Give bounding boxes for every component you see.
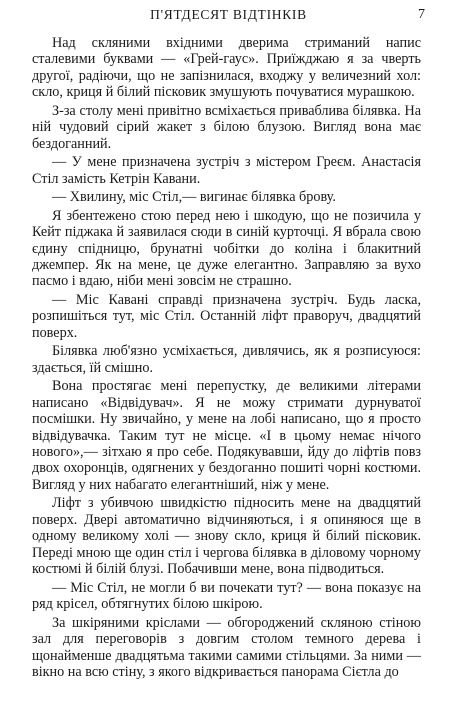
paragraph: Ліфт з убивчою швидкістю підносить мене на двадцятий поверх. Двері автоматично відчиняються, і я опиняюся ще в одному великому холі — знову скло, криця й білий пісковик. Переді мною ще один стіл і чергова білявка в діловому чорному костюмі й білій блузі. Побачивши мене, вона підводиться. xyxy=(32,495,421,578)
page-number: 7 xyxy=(418,7,425,22)
paragraph: За шкіряними кріслами — обгороджений скляною стіною зал для переговорів з довгим столом темного дерева і щонайменше двадцятьма такими самими стільцями. За ними — вікно на всю стіну, з якого відкривається панорама Сієтла до xyxy=(32,614,421,680)
paragraph: — У мене призначена зустріч з містером Греєм. Анастасія Стіл замість Кетрін Кавани. xyxy=(32,154,421,187)
paragraph: З-за столу мені привітно всміхається приваблива білявка. На ній чудовий сірий жакет з білою блузою. Вигляд вона має бездоганний. xyxy=(32,102,421,152)
paragraph: Вона простягає мені перепустку, де великими літерами написано «Відвідувач». Я не можу стримати дурнуватої посмішки. Ну звичайно, у мене на лобі написано, що я просто відвідувачка. Таким тут не місце. «І в цьому немає нічого нового»,— зітхаю я про себе. Подякувавши, йду до ліфтів повз двох охоронців, одягнених у бездоганно пошиті чорні костюми. Вигляд у них набагато елегантніший, ніж у мене. xyxy=(32,378,421,493)
paragraph: — Хвилину, міс Стіл,— вигинає білявка брову. xyxy=(52,189,336,206)
running-head xyxy=(32,6,425,24)
paragraph: — Міс Стіл, не могли б ви почекати тут? — вона показує на ряд крісел, обтягнутих білою шкірою. xyxy=(32,579,421,613)
running-title: П'ЯТДЕСЯТ ВІДТІНКІВ xyxy=(150,7,307,22)
paragraph: Над скляними вхідними дверима стриманий напис сталевими буквами — «Грей-гаус». Приїжджаю я за чверть другої, радіючи, що не запізнилася, входжу у величезний хол: скло, криця й білий пісковик змушують почуватися мурашкою. xyxy=(32,35,421,101)
paragraph: Білявка люб'язно усміхається, дивлячись, як я розписуюся: здається, їй смішно. xyxy=(32,343,421,376)
body-text xyxy=(32,35,421,680)
paragraph: Я збентежено стою перед нею і шкодую, що не позичила у Кейт піджака й заявилася сюди в синій курточці. Я вбрала свою єдину спідницю, брунатні чобітки до коліна і блакитний джемпер. Як на мене, це дуже елегантно. Заправляю за вухо пасмо і вдаю, ніби мені зовсім не страшно. xyxy=(32,207,421,290)
paragraph: — Міс Кавані справді призначена зустріч. Будь ласка, розпишіться тут, міс Стіл. Останній ліфт праворуч, двадцятий поверх. xyxy=(32,292,421,341)
